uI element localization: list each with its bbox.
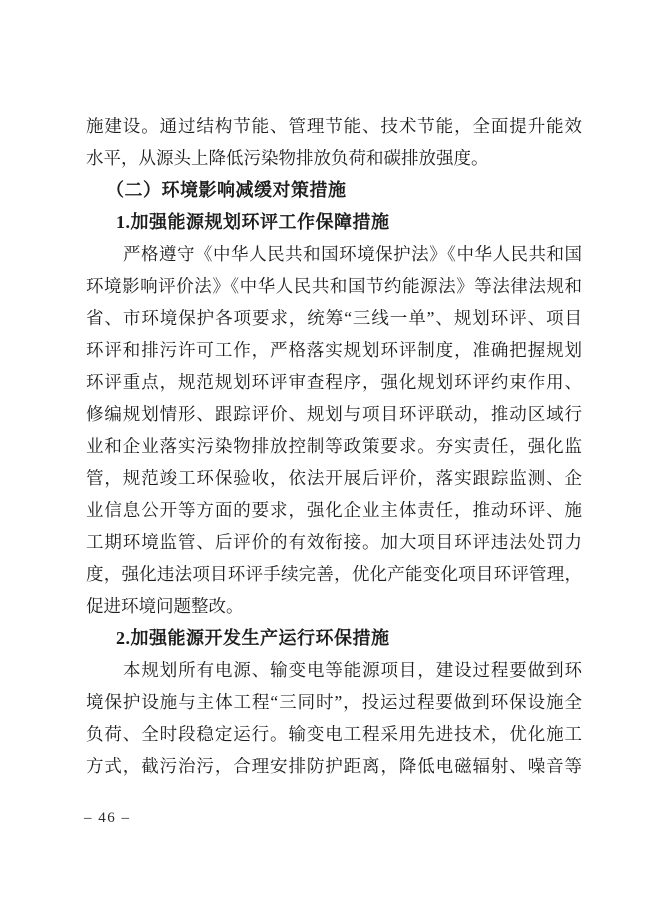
text-line: 负荷、全时段稳定运行。输变电工程采用先进技术，优化施工 (86, 724, 582, 744)
text-line: 境保护设施与主体工程“三同时”，投运过程要做到环保设施全 (86, 692, 582, 712)
text-line: 修编规划情形、跟踪评价、规划与项目环评联动，推动区域行 (86, 404, 582, 424)
text-line: 管，规范竣工环保验收，依法开展后评价，落实跟踪监测、企 (86, 468, 582, 488)
page-number: – 46 – (84, 810, 131, 826)
heading-line: 1.加强能源规划环评工作保障措施 (116, 212, 390, 232)
heading-line: 2.加强能源开发生产运行环保措施 (116, 628, 390, 648)
text-line: 工期环境监管、后评价的有效衔接。加大项目环评违法处罚力 (86, 532, 582, 552)
text-line: 严格遵守《中华人民共和国环境保护法》《中华人民共和国 (123, 244, 582, 264)
text-line: 本规划所有电源、输变电等能源项目，建设过程要做到环 (123, 660, 582, 680)
heading-line: （二）环境影响减缓对策措施 (106, 180, 347, 200)
text-line: 度，强化违法项目环评手续完善，优化产能变化项目环评管理， (86, 564, 582, 584)
text-line: 环评和排污许可工作，严格落实规划环评制度，准确把握规划 (86, 340, 582, 360)
text-line: 促进环境问题整改。 (86, 596, 244, 616)
text-line: 环评重点，规范规划环评审查程序，强化规划环评约束作用、 (86, 372, 582, 392)
text-line: 环境影响评价法》《中华人民共和国节约能源法》等法律法规和 (86, 276, 582, 296)
text-line: 业和企业落实污染物排放控制等政策要求。夯实责任，强化监 (86, 436, 582, 456)
text-line: 方式，截污治污，合理安排防护距离，降低电磁辐射、噪音等 (86, 756, 582, 776)
text-line: 施建设。通过结构节能、管理节能、技术节能，全面提升能效 (86, 116, 582, 136)
document-body (86, 110, 582, 782)
text-line: 省、市环境保护各项要求，统筹“三线一单”、规划环评、项目 (86, 308, 582, 328)
text-line: 业信息公开等方面的要求，强化企业主体责任，推动环评、施 (86, 500, 582, 520)
text-line: 水平，从源头上降低污染物排放负荷和碳排放强度。 (86, 148, 489, 168)
